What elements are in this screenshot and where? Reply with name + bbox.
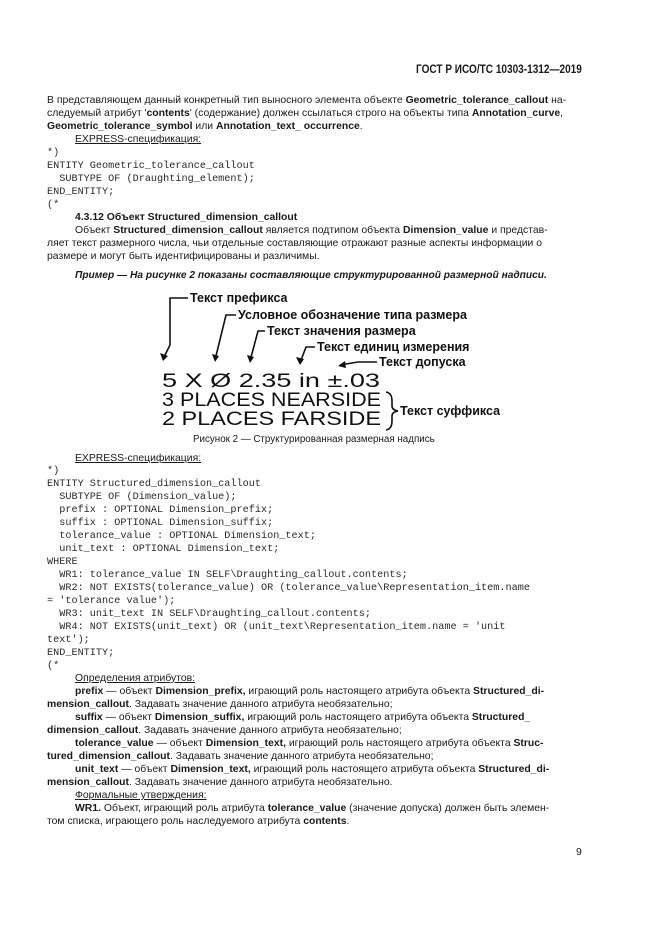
code-line: SUBTYPE OF (Draughting_element); — [47, 174, 255, 185]
rule-wr1-line-1: WR1. Объект, играющий роль атрибута tolerance_value (значение допуска) должен быть элемен- — [75, 803, 550, 814]
attr-prefix-line-1: prefix — объект Dimension_prefix, играющий роль настоящего атрибута объекта Structured_di- — [75, 686, 545, 697]
attr-prefix-line-2: mension_callout. Задавать значение данного атрибута необязательно; — [47, 699, 393, 710]
code-line: (* — [47, 661, 60, 672]
page-number: 9 — [576, 846, 582, 858]
label-value: Текст значения размера — [267, 324, 416, 338]
rule-wr1-line-2: том списка, играющего роль наследуемого атрибута contents. — [47, 816, 350, 827]
express-spec-label-2: EXPRESS-спецификация: — [75, 453, 202, 464]
intro-line-2: следуемый атрибут 'contents' (содержание) должен ссылаться строго на объекты типа Annotation_curve, — [47, 108, 564, 119]
code-line: END_ENTITY; — [47, 187, 115, 198]
attr-suffix-line-2: dimension_callout. Задавать значение данного атрибута необязательно; — [47, 725, 402, 736]
express-spec-label-1: EXPRESS-спецификация: — [75, 134, 202, 145]
attr-tolerance-line-2: tured_dimension_callout. Задавать значение данного атрибута необязательно; — [47, 751, 434, 762]
label-prefix: Текст префикса — [190, 291, 288, 305]
code-line: = 'tolerance value'); — [47, 596, 176, 607]
leader-tolerance — [340, 362, 377, 365]
code-line: ENTITY Geometric_tolerance_callout — [47, 161, 255, 172]
leader-symbol — [215, 315, 236, 360]
figure-structured-dimension — [0, 285, 661, 435]
code-line: END_ENTITY; — [47, 648, 115, 659]
attr-tolerance-line-1: tolerance_value — объект Dimension_text, играющий роль настоящего атрибута объекта Struc- — [75, 738, 544, 749]
code-line: ENTITY Structured_dimension_callout — [47, 479, 261, 490]
callout-row-3: 2 PLACES FARSIDE — [162, 409, 381, 430]
label-tolerance: Текст допуска — [379, 355, 466, 369]
section-para-line-1: Объект Structured_dimension_callout является подтипом объекта Dimension_value и представ- — [75, 225, 548, 236]
intro-line-1: В представляющем данный конкретный тип выносного элемента объекте Geometric_tolerance_callout на- — [47, 95, 567, 106]
attr-unit-line-1: unit_text — объект Dimension_text, играющий роль настоящего атрибута объекта Structured_di- — [75, 764, 550, 775]
code-line: suffix : OPTIONAL Dimension_suffix; — [47, 518, 274, 529]
rules-heading: Формальные утверждения: — [75, 790, 207, 801]
code-line: WR1: tolerance_value IN SELF\Draughting_callout.contents; — [47, 570, 408, 581]
code-line: WR4: NOT EXISTS(unit_text) OR (unit_text\Representation_item.name = 'unit — [47, 622, 506, 633]
code-line: WR2: NOT EXISTS(tolerance_value) OR (tolerance_value\Representation_item.name — [47, 583, 530, 594]
attributes-heading: Определения атрибутов: — [75, 673, 196, 684]
attr-unit-line-2: mension_callout. Задавать значение данного атрибута необязательно. — [47, 777, 393, 788]
section-para-line-2: ляет текст размерного числа, чьи отдельные составляющие отражают разные аспекты информации о — [47, 238, 543, 249]
code-line: (* — [47, 200, 60, 211]
callout-row-1: 5 X Ø 2.35 in ±.03 — [162, 371, 380, 392]
label-symbol: Условное обозначение типа размера — [238, 308, 467, 322]
running-header: ГОСТ Р ИСО/ТС 10303-1312—2019 — [416, 64, 582, 76]
suffix-brace — [386, 392, 398, 430]
code-line: unit_text : OPTIONAL Dimension_text; — [47, 544, 280, 555]
section-heading: 4.3.12 Объект Structured_dimension_callout — [75, 212, 298, 223]
code-line: WHERE — [47, 557, 78, 568]
section-para-line-3: размере и могут быть идентифицированы и различимы. — [47, 251, 320, 262]
code-line: prefix : OPTIONAL Dimension_prefix; — [47, 505, 274, 516]
attr-suffix-line-1: suffix — объект Dimension_suffix, играющий роль настоящего атрибута объекта Structured_ — [75, 712, 531, 723]
code-line: SUBTYPE OF (Dimension_value); — [47, 492, 237, 503]
callout-row-2: 3 PLACES NEARSIDE — [162, 390, 381, 411]
code-line: *) — [47, 148, 60, 159]
code-line: text'); — [47, 635, 90, 646]
code-line: WR3: unit_text IN SELF\Draughting_callout.contents; — [47, 609, 372, 620]
code-line: *) — [47, 466, 60, 477]
intro-line-3: Geometric_tolerance_symbol или Annotation_text_ occurrence. — [47, 121, 363, 132]
leader-prefix — [163, 298, 188, 359]
label-unit: Текст единиц измерения — [317, 340, 470, 354]
figure-caption: Рисунок 2 — Структурированная размерная надпись — [193, 434, 435, 445]
code-line: tolerance_value : OPTIONAL Dimension_text; — [47, 531, 316, 542]
example-note: Пример — На рисунке 2 показаны составляющие структурированной размерной надписи. — [75, 270, 547, 281]
label-suffix: Текст суффикса — [400, 404, 501, 418]
